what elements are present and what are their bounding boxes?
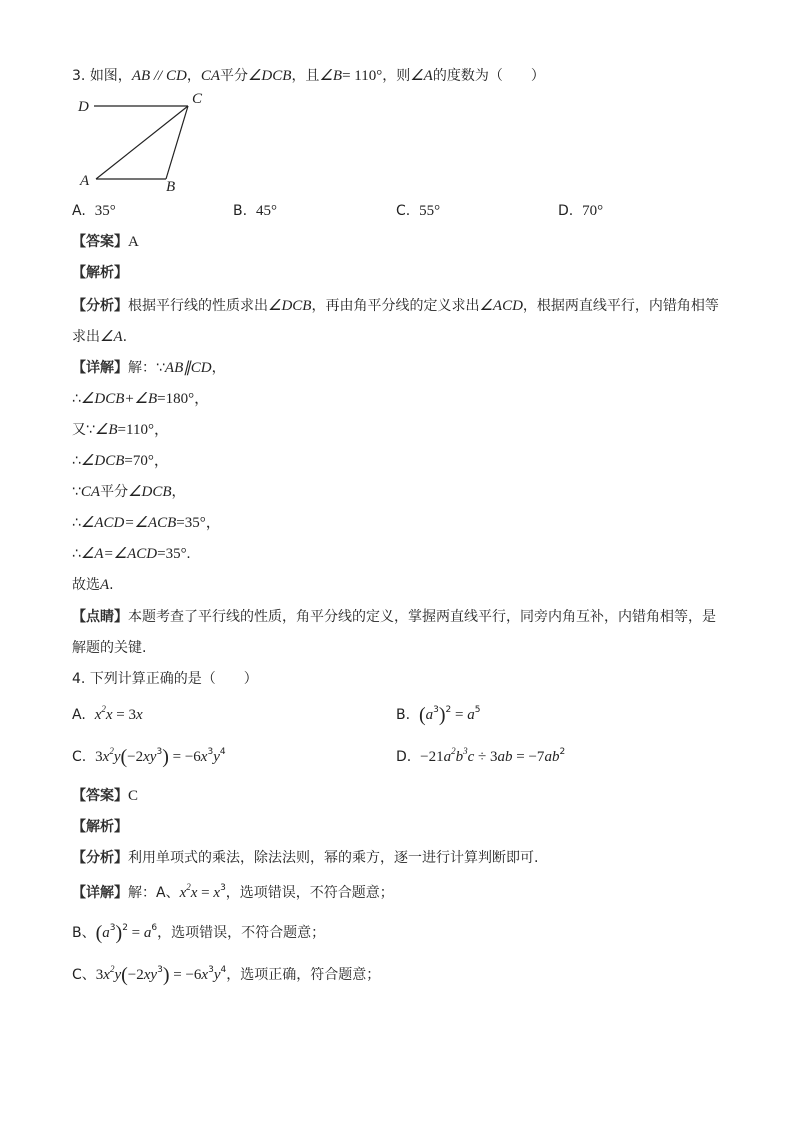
q4-detail-a-post: ，选项错误，不符合题意； — [225, 885, 394, 901]
q4-option-a-letter: A. — [72, 707, 86, 723]
q3-stem-t3: ， — [186, 68, 201, 84]
q4-detail-a-math: $x^2x$ — [179, 882, 198, 901]
q3-label-b: B — [166, 179, 176, 195]
q3-d6a: ∴ — [72, 515, 81, 531]
q3-d1b: AB∥CD — [164, 360, 212, 376]
q3-answer-value: A — [128, 234, 139, 250]
q4-answer — [72, 787, 138, 805]
q3-dianjing-2: 解题的关键. — [72, 640, 147, 656]
q3-d3b: ∠B — [94, 422, 118, 438]
q3-analysis-h: . — [122, 329, 128, 345]
q4-detail-b-pre: B、 — [72, 925, 96, 941]
q3-figure — [76, 88, 216, 198]
q4-option-b-math: a — [425, 707, 434, 723]
q3-analysis-f: 求出 — [72, 329, 100, 345]
q4-option-b: B. $(a^3)^2 = a^5$ — [396, 704, 481, 726]
q3-d3c: =110°， — [117, 422, 169, 438]
q3-label-c: C — [192, 91, 203, 107]
q4-option-d-letter: D. — [396, 749, 412, 765]
q3-d7c: =35°. — [157, 546, 191, 562]
q4-option-c-letter: C. — [72, 749, 87, 765]
q3-stem — [72, 67, 545, 85]
q3-analysis-b: ∠DCB — [268, 298, 312, 314]
q3-d5e: ， — [171, 484, 186, 500]
q4-option-b-letter: B. — [396, 707, 411, 723]
q3-analysis-c: ，再由角平分线的定义求出 — [311, 298, 480, 314]
q4-detail-label: 【详解】 — [72, 885, 128, 901]
q3-option-d — [558, 202, 603, 220]
q4-jiexi-label: 【解析】 — [72, 819, 128, 835]
q3-line-bc — [166, 106, 188, 179]
q3-d6c: =35°， — [176, 515, 221, 531]
q3-d5d: ∠DCB — [128, 484, 172, 500]
q3-option-a — [72, 202, 116, 220]
q3-dianjing-1: 本题考查了平行线的性质，角平分线的定义，掌握两直线平行，同旁内角互补，内错角相等，是 — [128, 609, 716, 625]
q3-detail-line1 — [72, 359, 226, 377]
q3-detail-line4 — [72, 452, 169, 470]
q4-option-a-math: $x^2x$ — [94, 704, 113, 723]
q4-detail-c-post: ，选项正确，符合题意； — [226, 967, 381, 983]
q3-dianjing-line2 — [72, 639, 146, 657]
q3-line-ca — [96, 106, 188, 179]
q3-jiexi — [72, 264, 128, 282]
q3-d4c: =70°， — [124, 453, 169, 469]
q3-detail-line3 — [72, 421, 169, 439]
q3-d1a: 解：∵ — [128, 360, 165, 376]
q3-d8c: . — [109, 577, 114, 593]
q3-analysis-a: 根据平行线的性质求出 — [128, 298, 268, 314]
q3-detail-line2 — [72, 390, 209, 408]
q3-stem-t6: ∠DCB — [247, 68, 292, 84]
q3-option-d-letter: D. — [558, 203, 574, 219]
q3-d7a: ∴ — [72, 546, 81, 562]
q3-dianjing-label: 【点睛】 — [72, 609, 128, 625]
q3-d4a: ∴ — [72, 453, 81, 469]
q3-option-b-letter: B. — [233, 203, 248, 219]
q3-d2a: ∴ — [72, 391, 81, 407]
q4-number: 4. — [72, 671, 86, 687]
q4-jiexi — [72, 818, 128, 836]
q4-detail-c-math: $x^2y$ — [103, 964, 122, 983]
q3-label-a: A — [80, 173, 90, 189]
q4-answer-value: C — [128, 788, 139, 804]
q3-d2c: =180°， — [157, 391, 210, 407]
q3-option-d-value: 70° — [582, 203, 604, 219]
q3-stem-t12: 的度数为（ ） — [432, 68, 545, 84]
q3-d5a: ∵ — [72, 484, 81, 500]
q3-d1c: ， — [211, 360, 226, 376]
q4-option-d-math: $a^2b^3c$ — [443, 746, 475, 765]
q4-detail-c-pre: C、 — [72, 967, 96, 983]
q3-option-b-value: 45° — [255, 203, 277, 219]
q3-stem-t7: ，且 — [291, 68, 320, 84]
q4-stem — [72, 670, 258, 688]
q3-d3a: 又∵ — [72, 422, 95, 438]
q4-option-c: C. $3x^2y(-2xy^3) = -6x^3y^4$ — [72, 746, 226, 768]
q4-detail-b-math: a — [102, 925, 110, 941]
q3-option-b — [233, 202, 277, 220]
q3-d5b: CA — [80, 484, 101, 500]
q4-detail-a-pre: 解：A、 — [128, 885, 180, 901]
q3-d6b: ∠ACD=∠ACB — [80, 515, 177, 531]
q3-stem-t1: 如图， — [89, 68, 132, 84]
q3-stem-t4: CA — [200, 68, 220, 84]
q3-detail-line8 — [72, 576, 114, 594]
q3-option-c-letter: C. — [396, 203, 411, 219]
q3-stem-t9: = 110° — [342, 68, 383, 84]
q3-number: 3. — [72, 68, 86, 84]
q3-detail-label: 【详解】 — [72, 360, 128, 376]
q4-option-a: A. $x^2x = 3x$ — [72, 704, 143, 723]
q4-detail-a: 【详解】解：A、$x^2x = x^3$，选项错误，不符合题意； — [72, 882, 394, 901]
q3-dianjing-line1 — [72, 608, 716, 626]
q3-stem-t2: AB // CD — [131, 68, 187, 84]
q3-option-c-value: 55° — [419, 203, 441, 219]
q3-d5c: 平分 — [100, 484, 129, 500]
q3-d8a: 故选 — [72, 577, 100, 593]
q3-analysis-line1 — [72, 297, 719, 315]
q3-detail-line5 — [72, 483, 186, 501]
q3-label-d: D — [78, 99, 89, 115]
q3-stem-t11: ∠A — [410, 68, 433, 84]
q3-jiexi-label: 【解析】 — [72, 265, 128, 281]
q3-option-a-value: 35° — [94, 203, 116, 219]
q3-analysis-g: ∠A — [100, 329, 123, 345]
q3-detail-line6 — [72, 514, 221, 532]
q3-answer — [72, 233, 139, 251]
q3-stem-t10: ，则 — [382, 68, 411, 84]
q3-d7b: ∠A=∠ACD — [80, 546, 158, 562]
q3-analysis-d: ∠ACD — [479, 298, 523, 314]
q3-d2b: ∠DCB+∠B — [80, 391, 158, 407]
q4-option-c-math: $x^2y$ — [102, 746, 121, 765]
q3-analysis-label: 【分析】 — [72, 298, 128, 314]
q3-detail-line7 — [72, 545, 190, 563]
q3-answer-label: 【答案】 — [72, 234, 128, 250]
q4-detail-c: C、$3x^2y(-2xy^3) = -6x^3y^4$，选项正确，符合题意； — [72, 964, 381, 986]
q4-stem-text: 下列计算正确的是（ ） — [89, 671, 258, 687]
q3-analysis-e: ，根据两直线平行，内错角相等 — [522, 298, 719, 314]
q3-stem-t8: ∠B — [319, 68, 343, 84]
q3-analysis-line2 — [72, 328, 127, 346]
q4-option-d: D. $-21a^2b^3c \div 3ab = -7ab^2$ — [396, 746, 566, 765]
q3-stem-t5: 平分 — [219, 68, 248, 84]
q4-detail-b-post: ，选项错误，不符合题意； — [157, 925, 326, 941]
q4-analysis-text: 利用单项式的乘法，除法法则，幂的乘方，逐一进行计算判断即可. — [128, 850, 539, 866]
q3-d8b: A — [100, 577, 110, 593]
q3-d4b: ∠DCB — [80, 453, 125, 469]
q4-analysis-label: 【分析】 — [72, 850, 128, 866]
q4-detail-b: B、$(a^3)^2 = a^6$，选项错误，不符合题意； — [72, 922, 326, 944]
q3-option-c — [396, 202, 440, 220]
q3-option-a-letter: A. — [72, 203, 86, 219]
q4-answer-label: 【答案】 — [72, 788, 128, 804]
q4-analysis — [72, 849, 538, 867]
